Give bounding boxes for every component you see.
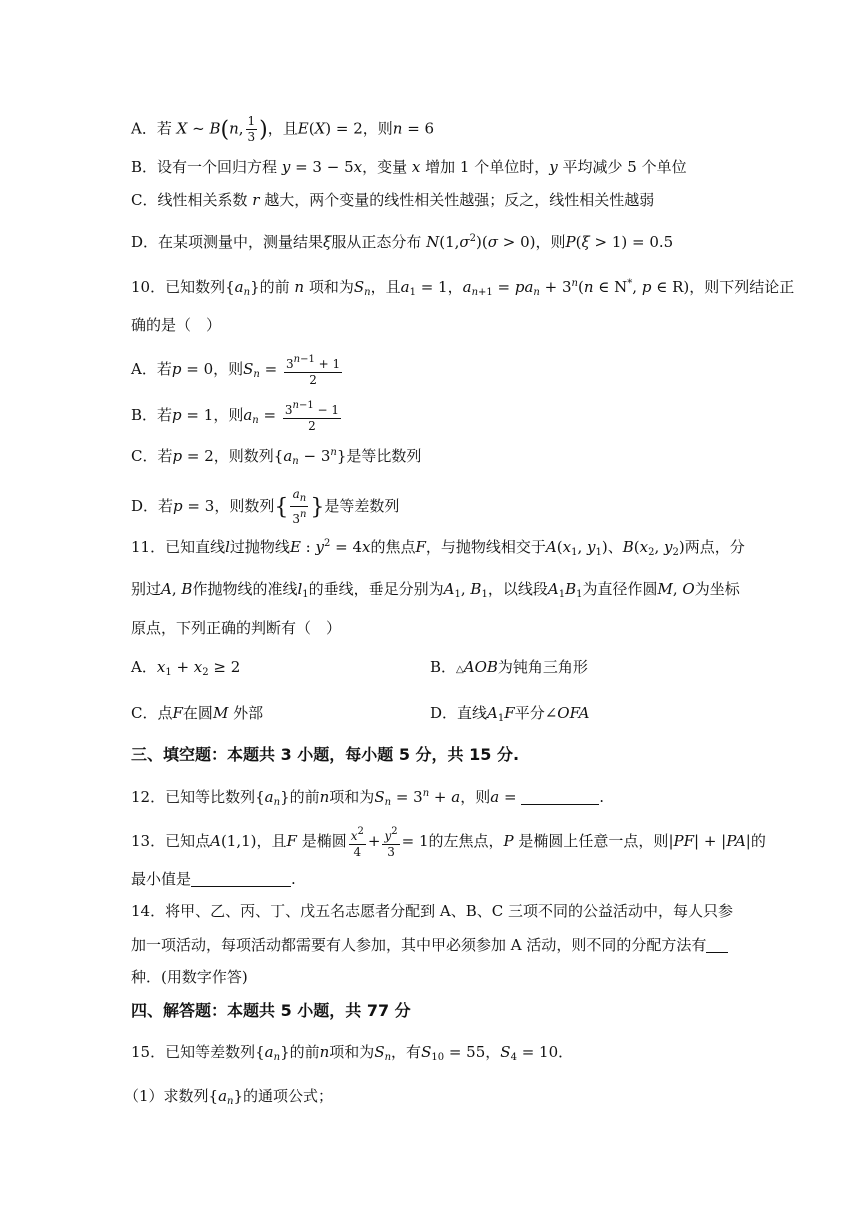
- q11-stem-line3: 原点，下列正确的判断有（ ）: [131, 619, 342, 637]
- q14-line3: 种．(用数字作答): [131, 968, 248, 986]
- section-4-title: 四、解答题：本题共 5 小题，共 77 分: [131, 1001, 411, 1020]
- q13: 13．已知点A(1,1)，且F 是椭圆 $\frac{x^2}{4}$ + $\frac{y^2}{3}$ = 1的左焦点，P 是椭圆上任意一点，则|PF| + |PA|的: [131, 826, 766, 859]
- q14-line1: 14．将甲、乙、丙、丁、戊五名志愿者分配到 A、B、C 三项不同的公益活动中，每人只参: [131, 902, 733, 920]
- section-3-title: 三、填空题：本题共 3 小题，每小题 5 分，共 15 分.: [131, 745, 520, 764]
- answer-blank: [706, 936, 728, 953]
- q10-option-d: D．若p = 3，则数列{ $\frac{a_n}{3^n}$ }是等差数列: [131, 487, 400, 526]
- q14-line2: 加一项活动，每项活动都需要有人参加，其中甲必须参加 A 活动，则不同的分配方法有: [131, 934, 728, 956]
- q11-option-c: C．点F在圆M 外部: [131, 704, 264, 722]
- q10-option-a: A．若p = 0，则$S_n$ = $\frac{3^{n-1} + 1}{2}$: [131, 354, 341, 387]
- q11-option-d: D．直线$A_1F$平分∠OFA: [430, 704, 590, 724]
- q11-stem-line2: 别过A, B作抛物线的准线$l_1$的垂线，垂足分别为$A_1$, $B_1$，以线段$A_1B_1$为直径作圆M, O为坐标: [131, 580, 740, 600]
- q13-line2: 最小值是 .: [131, 870, 296, 888]
- q15: 15．已知等差数列$\{a_n\}$的前n项和为$S_n$，有$S_{10} = 55$，$S_4 = 10$．: [131, 1043, 574, 1063]
- q10-option-c: C．若p = 2，则数列$\{a_n - 3^n\}$是等比数列: [131, 447, 422, 467]
- q15-part1: （1）求数列$\{a_n\}$的通项公式；: [124, 1087, 334, 1107]
- q9-option-c: C．线性相关系数 r 越大，两个变量的线性相关性越强；反之，线性相关性越弱: [131, 191, 655, 209]
- q9-option-b: B．设有一个回归方程 y = 3 − 5x，变量 x 增加 1 个单位时，y 平均减少 5 个单位: [131, 158, 687, 176]
- q11-option-a: A．$x_1 + x_2 \ge 2$: [131, 658, 241, 678]
- q11-option-b: B．△AOB为钝角三角形: [430, 658, 588, 676]
- q10-stem-line2: 确的是（ ）: [131, 316, 222, 334]
- q10-option-b: B．若p = 1，则$a_n$ = $\frac{3^{n-1} - 1}{2}$: [131, 400, 340, 433]
- q11-stem: 11．已知直线l过抛物线E : $y^2 = 4x$的焦点F，与抛物线相交于$A(x_1$, $y_1$)、$B(x_2$, $y_2$)两点，分: [131, 538, 745, 558]
- q9-option-a: A．若 X ~ B(n, $\frac{1}{3}$ )，且E(X) = 2，则n = 6: [131, 114, 435, 144]
- q9-option-d: D．在某项测量中，测量结果ξ服从正态分布 $N(1,\sigma^2)(\sigma > 0)$，则P(ξ > 1) = 0.5: [131, 233, 674, 251]
- answer-blank: [521, 788, 599, 805]
- q12: 12．已知等比数列$\{a_n\}$的前n项和为$S_n = 3^n + a$，则a = .: [131, 788, 605, 808]
- q10-stem: 10．已知数列$\{a_n\}$的前 n 项和为$S_n$，且$a_1 = 1$，$a_{n+1} = pa_n + 3^n(n$ ∈ N*, p ∈ R)，则下列结论正: [131, 278, 795, 298]
- answer-blank: [191, 870, 291, 887]
